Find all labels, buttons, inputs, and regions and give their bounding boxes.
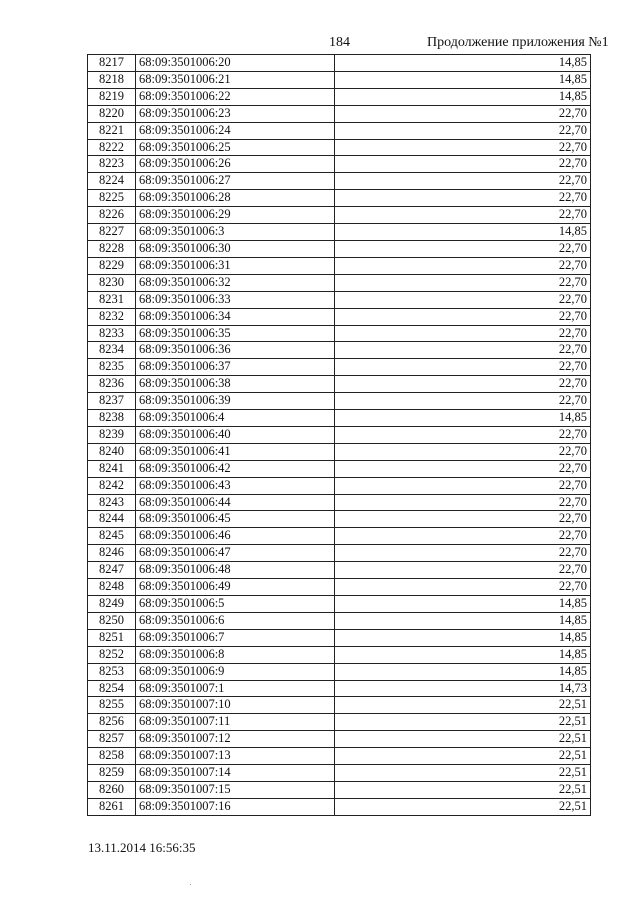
row-number-cell: 8257 <box>88 731 136 748</box>
row-number-cell: 8253 <box>88 663 136 680</box>
value-cell: 22,70 <box>335 105 591 122</box>
value-cell: 22,70 <box>335 342 591 359</box>
row-number-cell: 8236 <box>88 376 136 393</box>
row-number-cell: 8248 <box>88 579 136 596</box>
value-cell: 22,70 <box>335 156 591 173</box>
print-timestamp: 13.11.2014 16:56:35 <box>88 840 196 855</box>
value-cell: 14,85 <box>335 224 591 241</box>
row-number-cell: 8230 <box>88 274 136 291</box>
table-row <box>88 240 591 257</box>
cadastral-number-cell: 68:09:3501006:46 <box>136 528 335 545</box>
cadastral-number-cell: 68:09:3501006:24 <box>136 122 335 139</box>
row-number-cell: 8251 <box>88 629 136 646</box>
cadastral-number-cell: 68:09:3501006:43 <box>136 477 335 494</box>
table-row <box>88 105 591 122</box>
row-number-cell: 8232 <box>88 308 136 325</box>
cadastral-number-cell: 68:09:3501006:3 <box>136 224 335 241</box>
cadastral-number-cell: 68:09:3501006:31 <box>136 257 335 274</box>
row-number-cell: 8231 <box>88 291 136 308</box>
row-number-cell: 8241 <box>88 460 136 477</box>
table-row <box>88 410 591 427</box>
table-row <box>88 612 591 629</box>
value-cell: 22,51 <box>335 731 591 748</box>
table-row <box>88 545 591 562</box>
scan-speck <box>190 884 191 885</box>
table-row <box>88 697 591 714</box>
cadastral-number-cell: 68:09:3501006:25 <box>136 139 335 156</box>
value-cell: 22,70 <box>335 545 591 562</box>
table-row <box>88 646 591 663</box>
value-cell: 14,85 <box>335 596 591 613</box>
table-row <box>88 765 591 782</box>
table-row <box>88 224 591 241</box>
cadastral-number-cell: 68:09:3501006:30 <box>136 240 335 257</box>
row-number-cell: 8218 <box>88 71 136 88</box>
table-row <box>88 190 591 207</box>
cadastral-value-table <box>87 54 591 816</box>
row-number-cell: 8240 <box>88 443 136 460</box>
value-cell: 22,51 <box>335 748 591 765</box>
value-cell: 14,85 <box>335 629 591 646</box>
value-cell: 22,70 <box>335 190 591 207</box>
value-cell: 22,51 <box>335 714 591 731</box>
row-number-cell: 8261 <box>88 798 136 815</box>
table-row <box>88 274 591 291</box>
row-number-cell: 8223 <box>88 156 136 173</box>
cadastral-number-cell: 68:09:3501006:26 <box>136 156 335 173</box>
row-number-cell: 8235 <box>88 359 136 376</box>
cadastral-number-cell: 68:09:3501007:15 <box>136 781 335 798</box>
value-cell: 22,70 <box>335 562 591 579</box>
value-cell: 22,51 <box>335 765 591 782</box>
cadastral-number-cell: 68:09:3501006:28 <box>136 190 335 207</box>
cadastral-number-cell: 68:09:3501007:14 <box>136 765 335 782</box>
cadastral-number-cell: 68:09:3501007:10 <box>136 697 335 714</box>
cadastral-number-cell: 68:09:3501006:34 <box>136 308 335 325</box>
row-number-cell: 8244 <box>88 511 136 528</box>
table-row <box>88 528 591 545</box>
table-row <box>88 494 591 511</box>
row-number-cell: 8237 <box>88 393 136 410</box>
value-cell: 14,85 <box>335 88 591 105</box>
cadastral-number-cell: 68:09:3501006:27 <box>136 173 335 190</box>
cadastral-number-cell: 68:09:3501006:21 <box>136 71 335 88</box>
value-cell: 22,51 <box>335 697 591 714</box>
table-row <box>88 443 591 460</box>
row-number-cell: 8221 <box>88 122 136 139</box>
row-number-cell: 8246 <box>88 545 136 562</box>
row-number-cell: 8245 <box>88 528 136 545</box>
value-cell: 22,70 <box>335 426 591 443</box>
value-cell: 22,70 <box>335 291 591 308</box>
appendix-title: Продолжение приложения №1 <box>427 35 609 50</box>
table-row <box>88 207 591 224</box>
cadastral-number-cell: 68:09:3501007:1 <box>136 680 335 697</box>
row-number-cell: 8224 <box>88 173 136 190</box>
row-number-cell: 8247 <box>88 562 136 579</box>
value-cell: 22,70 <box>335 173 591 190</box>
table-row <box>88 308 591 325</box>
cadastral-number-cell: 68:09:3501006:8 <box>136 646 335 663</box>
row-number-cell: 8249 <box>88 596 136 613</box>
table-row <box>88 663 591 680</box>
cadastral-number-cell: 68:09:3501006:40 <box>136 426 335 443</box>
table-row <box>88 88 591 105</box>
row-number-cell: 8219 <box>88 88 136 105</box>
value-cell: 22,70 <box>335 122 591 139</box>
table-row <box>88 325 591 342</box>
value-cell: 14,85 <box>335 410 591 427</box>
value-cell: 22,70 <box>335 511 591 528</box>
value-cell: 22,70 <box>335 207 591 224</box>
table-row <box>88 798 591 815</box>
cadastral-number-cell: 68:09:3501006:32 <box>136 274 335 291</box>
cadastral-number-cell: 68:09:3501006:44 <box>136 494 335 511</box>
value-cell: 22,70 <box>335 376 591 393</box>
row-number-cell: 8238 <box>88 410 136 427</box>
table-row <box>88 173 591 190</box>
row-number-cell: 8258 <box>88 748 136 765</box>
table-row <box>88 257 591 274</box>
value-cell: 22,70 <box>335 325 591 342</box>
table-row <box>88 781 591 798</box>
row-number-cell: 8228 <box>88 240 136 257</box>
value-cell: 22,70 <box>335 460 591 477</box>
row-number-cell: 8243 <box>88 494 136 511</box>
table-row <box>88 291 591 308</box>
row-number-cell: 8229 <box>88 257 136 274</box>
table-row <box>88 342 591 359</box>
row-number-cell: 8254 <box>88 680 136 697</box>
cadastral-number-cell: 68:09:3501006:39 <box>136 393 335 410</box>
row-number-cell: 8227 <box>88 224 136 241</box>
cadastral-number-cell: 68:09:3501006:47 <box>136 545 335 562</box>
cadastral-number-cell: 68:09:3501006:38 <box>136 376 335 393</box>
table-row <box>88 55 591 72</box>
table-row <box>88 122 591 139</box>
value-cell: 22,51 <box>335 781 591 798</box>
cadastral-number-cell: 68:09:3501006:22 <box>136 88 335 105</box>
cadastral-number-cell: 68:09:3501006:41 <box>136 443 335 460</box>
cadastral-number-cell: 68:09:3501007:16 <box>136 798 335 815</box>
row-number-cell: 8250 <box>88 612 136 629</box>
value-cell: 22,70 <box>335 257 591 274</box>
cadastral-number-cell: 68:09:3501007:11 <box>136 714 335 731</box>
cadastral-number-cell: 68:09:3501006:20 <box>136 55 335 72</box>
value-cell: 22,70 <box>335 528 591 545</box>
value-cell: 14,85 <box>335 55 591 72</box>
cadastral-number-cell: 68:09:3501006:35 <box>136 325 335 342</box>
row-number-cell: 8260 <box>88 781 136 798</box>
row-number-cell: 8256 <box>88 714 136 731</box>
cadastral-number-cell: 68:09:3501006:42 <box>136 460 335 477</box>
cadastral-number-cell: 68:09:3501006:49 <box>136 579 335 596</box>
row-number-cell: 8259 <box>88 765 136 782</box>
row-number-cell: 8242 <box>88 477 136 494</box>
cadastral-number-cell: 68:09:3501006:9 <box>136 663 335 680</box>
row-number-cell: 8239 <box>88 426 136 443</box>
table-row <box>88 511 591 528</box>
table-row <box>88 714 591 731</box>
cadastral-number-cell: 68:09:3501006:37 <box>136 359 335 376</box>
value-cell: 22,70 <box>335 443 591 460</box>
value-cell: 14,85 <box>335 612 591 629</box>
value-cell: 22,70 <box>335 240 591 257</box>
table-body <box>88 55 591 816</box>
value-cell: 14,85 <box>335 646 591 663</box>
table-row <box>88 71 591 88</box>
table-row <box>88 426 591 443</box>
row-number-cell: 8222 <box>88 139 136 156</box>
table-row <box>88 393 591 410</box>
table-row <box>88 477 591 494</box>
cadastral-number-cell: 68:09:3501006:4 <box>136 410 335 427</box>
value-cell: 14,85 <box>335 663 591 680</box>
cadastral-number-cell: 68:09:3501006:6 <box>136 612 335 629</box>
cadastral-number-cell: 68:09:3501006:29 <box>136 207 335 224</box>
table-row <box>88 139 591 156</box>
row-number-cell: 8233 <box>88 325 136 342</box>
cadastral-number-cell: 68:09:3501006:5 <box>136 596 335 613</box>
value-cell: 22,51 <box>335 798 591 815</box>
cadastral-number-cell: 68:09:3501006:7 <box>136 629 335 646</box>
table-row <box>88 579 591 596</box>
table-row <box>88 460 591 477</box>
value-cell: 22,70 <box>335 477 591 494</box>
value-cell: 22,70 <box>335 139 591 156</box>
row-number-cell: 8226 <box>88 207 136 224</box>
table-row <box>88 562 591 579</box>
value-cell: 22,70 <box>335 274 591 291</box>
value-cell: 22,70 <box>335 494 591 511</box>
value-cell: 22,70 <box>335 393 591 410</box>
value-cell: 22,70 <box>335 308 591 325</box>
row-number-cell: 8217 <box>88 55 136 72</box>
cadastral-number-cell: 68:09:3501007:12 <box>136 731 335 748</box>
table-row <box>88 596 591 613</box>
row-number-cell: 8220 <box>88 105 136 122</box>
value-cell: 22,70 <box>335 359 591 376</box>
page-number: 184 <box>329 35 350 50</box>
value-cell: 22,70 <box>335 579 591 596</box>
row-number-cell: 8255 <box>88 697 136 714</box>
cadastral-number-cell: 68:09:3501006:23 <box>136 105 335 122</box>
value-cell: 14,73 <box>335 680 591 697</box>
table-row <box>88 629 591 646</box>
row-number-cell: 8225 <box>88 190 136 207</box>
value-cell: 14,85 <box>335 71 591 88</box>
cadastral-number-cell: 68:09:3501006:45 <box>136 511 335 528</box>
table-row <box>88 376 591 393</box>
table-row <box>88 748 591 765</box>
row-number-cell: 8252 <box>88 646 136 663</box>
cadastral-number-cell: 68:09:3501006:33 <box>136 291 335 308</box>
table-row <box>88 680 591 697</box>
cadastral-number-cell: 68:09:3501006:36 <box>136 342 335 359</box>
table-row <box>88 731 591 748</box>
cadastral-number-cell: 68:09:3501007:13 <box>136 748 335 765</box>
table-row <box>88 156 591 173</box>
row-number-cell: 8234 <box>88 342 136 359</box>
table-row <box>88 359 591 376</box>
cadastral-number-cell: 68:09:3501006:48 <box>136 562 335 579</box>
